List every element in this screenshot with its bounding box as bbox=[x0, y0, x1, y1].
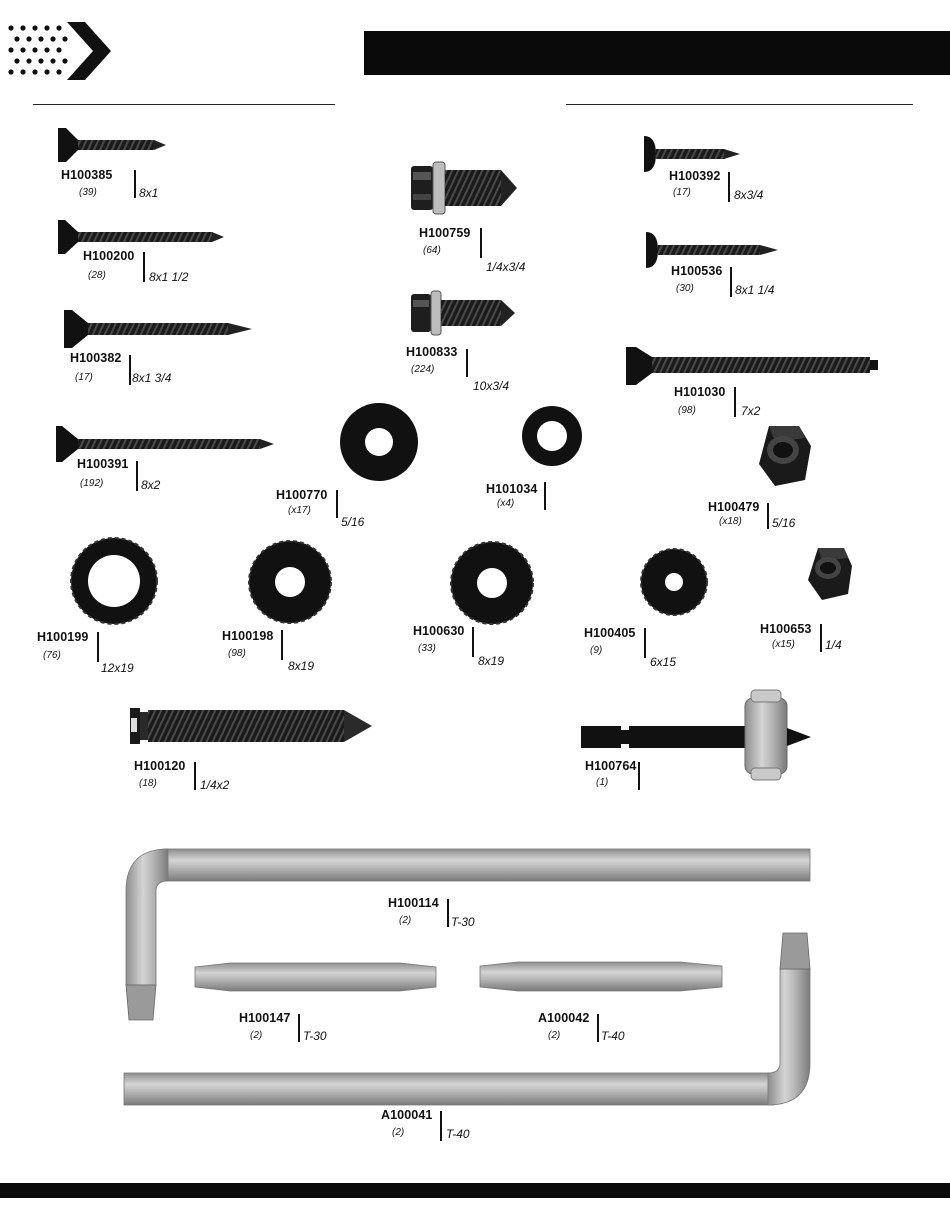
label-divider bbox=[129, 355, 131, 385]
toothed-washer-icon bbox=[450, 541, 534, 625]
part-quantity: (76) bbox=[43, 650, 61, 661]
part-code: H100479 bbox=[708, 500, 760, 514]
torx-bit-icon bbox=[480, 962, 722, 991]
part-size: T-40 bbox=[601, 1029, 625, 1043]
part-size: 8x3/4 bbox=[734, 188, 764, 202]
toothed-washer-icon bbox=[70, 537, 158, 625]
part-size: 8x1 bbox=[139, 186, 159, 200]
part-code: H100764 bbox=[585, 759, 637, 773]
footer-bar bbox=[0, 1183, 950, 1198]
part-quantity: (18) bbox=[139, 778, 157, 789]
part-quantity: (9) bbox=[590, 645, 603, 656]
part-code: H100653 bbox=[760, 622, 812, 636]
flat-washer-icon bbox=[521, 405, 583, 467]
dotted-chevron-logo-icon bbox=[5, 22, 115, 84]
torx-l-key-icon bbox=[124, 933, 810, 1105]
label-divider bbox=[466, 349, 468, 377]
part-quantity: (192) bbox=[80, 478, 104, 489]
flat-head-screw-icon bbox=[56, 126, 168, 164]
part-size: 5/16 bbox=[341, 515, 365, 529]
label-divider bbox=[644, 628, 646, 658]
part-size: 8x1 1/4 bbox=[735, 283, 775, 297]
label-divider bbox=[440, 1111, 442, 1141]
part-code: H100147 bbox=[239, 1011, 291, 1025]
part-size: 1/4x2 bbox=[200, 778, 230, 792]
part-size: 8x1 1/2 bbox=[149, 270, 189, 284]
lag-screw-icon bbox=[128, 702, 374, 750]
label-divider bbox=[480, 228, 482, 258]
part-quantity: (98) bbox=[678, 405, 696, 416]
part-quantity: (28) bbox=[88, 270, 106, 281]
part-size: 1/4 bbox=[825, 638, 842, 652]
label-divider bbox=[638, 762, 640, 790]
hex-washer-screw-icon bbox=[409, 288, 517, 338]
part-code: H100200 bbox=[83, 249, 135, 263]
label-divider bbox=[447, 899, 449, 927]
label-divider bbox=[97, 632, 99, 662]
part-code: H100391 bbox=[77, 457, 129, 471]
label-divider bbox=[728, 172, 730, 202]
part-quantity: (224) bbox=[411, 364, 435, 375]
left-divider bbox=[33, 104, 335, 105]
part-size: 8x19 bbox=[478, 654, 505, 668]
part-size: 8x19 bbox=[288, 659, 315, 673]
part-code: H100759 bbox=[419, 226, 471, 240]
part-size: 1/4x3/4 bbox=[486, 260, 526, 274]
label-divider bbox=[134, 170, 136, 198]
part-size: 8x2 bbox=[141, 478, 161, 492]
part-quantity: (2) bbox=[250, 1030, 263, 1041]
part-size: 12x19 bbox=[101, 661, 134, 675]
part-code: H100382 bbox=[70, 351, 122, 365]
toothed-washer-icon bbox=[640, 548, 708, 616]
part-code: H100114 bbox=[388, 896, 439, 910]
part-code: H100770 bbox=[276, 488, 328, 502]
part-code: H100833 bbox=[406, 345, 458, 359]
part-quantity: (33) bbox=[418, 643, 436, 654]
part-code: H100630 bbox=[413, 624, 465, 638]
toothed-washer-icon bbox=[248, 540, 332, 624]
part-size: T-30 bbox=[303, 1029, 327, 1043]
part-code: A100041 bbox=[381, 1108, 433, 1122]
long-bolt-icon bbox=[624, 345, 880, 387]
part-quantity: (2) bbox=[548, 1030, 561, 1041]
part-size: T-30 bbox=[451, 915, 475, 929]
part-code: A100042 bbox=[538, 1011, 590, 1025]
part-code: H100198 bbox=[222, 629, 274, 643]
part-code: H100536 bbox=[671, 264, 723, 278]
label-divider bbox=[136, 461, 138, 491]
part-quantity: (1) bbox=[596, 777, 609, 788]
part-quantity: (98) bbox=[228, 648, 246, 659]
part-quantity: (x15) bbox=[772, 639, 795, 650]
part-quantity: (30) bbox=[676, 283, 694, 294]
part-code: H100405 bbox=[584, 626, 636, 640]
part-size: 6x15 bbox=[650, 655, 677, 669]
label-divider bbox=[820, 624, 822, 652]
label-divider bbox=[730, 267, 732, 297]
part-quantity: (x17) bbox=[288, 505, 311, 516]
part-size: 7x2 bbox=[741, 404, 761, 418]
label-divider bbox=[597, 1014, 599, 1042]
part-code: H100392 bbox=[669, 169, 721, 183]
flat-head-screw-icon bbox=[56, 218, 226, 256]
part-size: T-40 bbox=[446, 1127, 470, 1141]
label-divider bbox=[298, 1014, 300, 1042]
torx-l-key-icon bbox=[126, 849, 810, 1020]
hex-washer-screw-icon bbox=[409, 158, 521, 218]
label-divider bbox=[767, 503, 769, 529]
flat-washer-icon bbox=[339, 402, 419, 482]
label-divider bbox=[281, 630, 283, 660]
label-divider bbox=[544, 482, 546, 510]
right-divider bbox=[566, 104, 913, 105]
torx-bit-icon bbox=[195, 963, 436, 991]
label-divider bbox=[336, 490, 338, 518]
part-size: 10x3/4 bbox=[473, 379, 510, 393]
part-code: H100385 bbox=[61, 168, 113, 182]
lock-nut-icon bbox=[806, 546, 854, 602]
lock-nut-icon bbox=[755, 424, 813, 488]
part-quantity: (2) bbox=[392, 1127, 405, 1138]
flat-head-screw-icon bbox=[62, 308, 254, 350]
part-size: 8x1 3/4 bbox=[132, 371, 172, 385]
part-code: H100120 bbox=[134, 759, 186, 773]
part-quantity: (17) bbox=[75, 372, 93, 383]
part-quantity: (39) bbox=[79, 187, 97, 198]
part-quantity: (x18) bbox=[719, 516, 742, 527]
label-divider bbox=[194, 762, 196, 790]
part-code: H101030 bbox=[674, 385, 726, 399]
part-quantity: (x4) bbox=[497, 498, 515, 509]
label-divider bbox=[143, 252, 145, 282]
pan-head-screw-icon bbox=[642, 134, 742, 174]
part-quantity: (17) bbox=[673, 187, 691, 198]
torx-tools-drawing bbox=[120, 845, 820, 1110]
header-bar bbox=[364, 31, 950, 75]
part-code: H100199 bbox=[37, 630, 89, 644]
part-size: 5/16 bbox=[772, 516, 796, 530]
part-quantity: (64) bbox=[423, 245, 441, 256]
part-code: H101034 bbox=[486, 482, 538, 496]
label-divider bbox=[734, 387, 736, 417]
part-quantity: (2) bbox=[399, 915, 412, 926]
label-divider bbox=[472, 627, 474, 657]
